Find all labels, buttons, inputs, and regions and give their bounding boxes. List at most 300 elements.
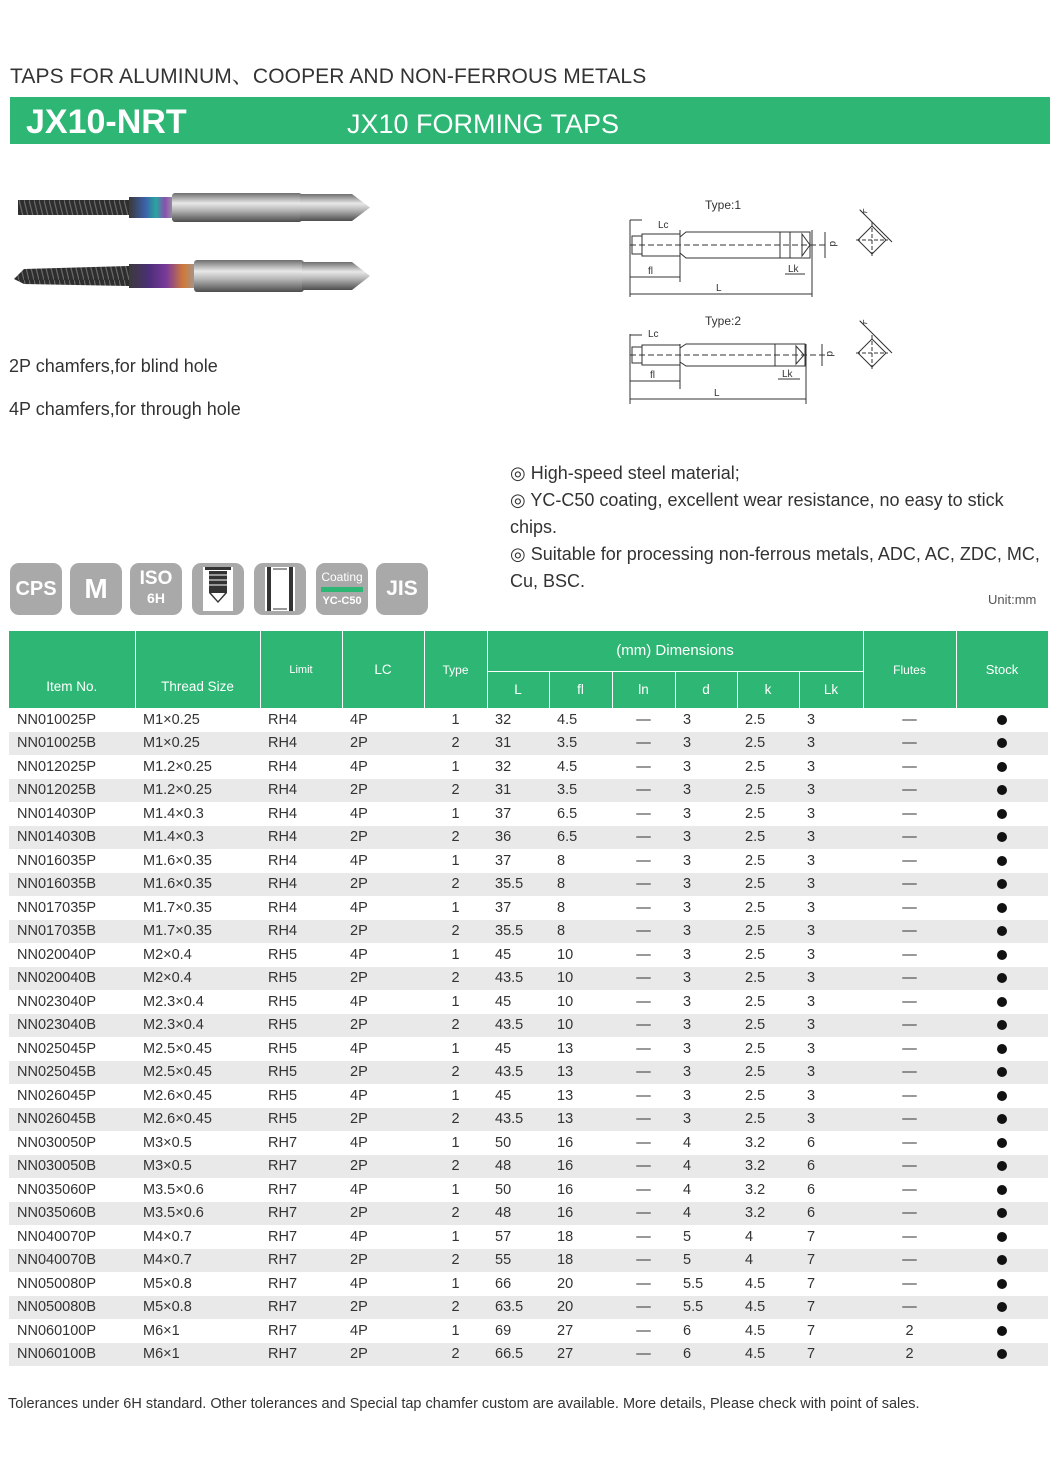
- spec-table-body: [9, 708, 1048, 1366]
- type1-d-label: d: [827, 241, 838, 247]
- cell-lc: 4P: [350, 1275, 368, 1292]
- cell-dim-k: 2.5: [737, 732, 799, 756]
- cell-dim-fl: 27: [549, 1343, 612, 1367]
- cell-dim-fl: 4.5: [557, 758, 578, 775]
- table-row: [9, 826, 1048, 850]
- cell-item-no: NN012025B: [9, 779, 135, 803]
- cell-flutes: —: [863, 1108, 956, 1132]
- cell-dim-l: 35.5: [487, 873, 549, 897]
- table-row: [9, 1202, 1048, 1226]
- unit-label: Unit:mm: [988, 592, 1037, 607]
- stock-dot-icon: [997, 926, 1007, 936]
- cell-stock: [956, 1155, 1048, 1179]
- cell-lc: 4P: [350, 852, 368, 869]
- cell-dim-ln: —: [636, 1275, 651, 1292]
- cell-dim-d: 3: [683, 993, 692, 1010]
- cell-dim-k: 3.2: [745, 1134, 766, 1151]
- type2-lc-label: Lc: [648, 329, 659, 340]
- cell-limit: RH7: [268, 1228, 298, 1245]
- cell-limit: RH7: [268, 1134, 298, 1151]
- type1-l-label: L: [716, 283, 722, 294]
- through-hole-icon: [254, 563, 306, 615]
- cell-item-no: NN010025P: [17, 711, 96, 728]
- cell-item-no: NN017035B: [9, 920, 135, 944]
- cell-dim-lk: 3: [799, 779, 863, 803]
- cell-dim-l: 50: [495, 1181, 512, 1198]
- cell-type: 1: [451, 711, 460, 728]
- cell-item-no: NN017035P: [17, 899, 96, 916]
- col-header-lc: LC: [342, 631, 424, 708]
- cell-flutes: —: [863, 1202, 956, 1226]
- cell-lc: 4P: [350, 1228, 368, 1245]
- type1-fl-label: fl: [648, 266, 653, 277]
- cell-dim-ln: —: [612, 920, 675, 944]
- cell-dim-l: 55: [487, 1249, 549, 1273]
- cell-thread-size: M2.3×0.4: [135, 1014, 260, 1038]
- cell-type: 2: [424, 1249, 487, 1273]
- cell-dim-d: 3: [683, 852, 692, 869]
- cell-dim-ln: —: [612, 1014, 675, 1038]
- cell-lc: 2P: [342, 779, 424, 803]
- cell-stock: [956, 1014, 1048, 1038]
- cell-item-no: NN012025P: [17, 758, 96, 775]
- cell-dim-d: 6: [683, 1322, 692, 1339]
- cell-dim-k: 2.5: [745, 1087, 766, 1104]
- cell-thread-size: M3×0.5: [143, 1134, 192, 1151]
- cell-dim-fl: 3.5: [549, 732, 612, 756]
- cell-stock: [956, 755, 1048, 779]
- cell-dim-d: 4: [675, 1202, 737, 1226]
- cell-limit: RH4: [260, 779, 342, 803]
- cell-flutes: —: [863, 1061, 956, 1085]
- table-row: [9, 1131, 1048, 1155]
- cell-dim-l: 45: [495, 1040, 512, 1057]
- cell-stock: [956, 1319, 1048, 1343]
- col-header-item-no: Item No.: [9, 631, 135, 708]
- feature-item: ◎ High-speed steel material;: [510, 463, 740, 483]
- spec-table: [9, 631, 1049, 1366]
- cell-thread-size: M1×0.25: [135, 732, 260, 756]
- cell-flutes: —: [902, 1228, 917, 1245]
- cell-flutes: —: [863, 826, 956, 850]
- type1-lc-label: Lc: [658, 220, 669, 231]
- cell-dim-k: 2.5: [737, 1061, 799, 1085]
- cell-dim-d: 5: [683, 1228, 692, 1245]
- cell-stock: [956, 943, 1048, 967]
- cell-dim-l: 45: [495, 1087, 512, 1104]
- cell-item-no: NN014030B: [9, 826, 135, 850]
- col-header-dim: d: [675, 671, 737, 708]
- cell-type: 2: [424, 967, 487, 991]
- cell-thread-size: M2.5×0.45: [135, 1061, 260, 1085]
- cell-type: 2: [424, 779, 487, 803]
- cell-thread-size: M2×0.4: [135, 967, 260, 991]
- stock-dot-icon: [997, 809, 1007, 819]
- cell-thread-size: M3.5×0.6: [143, 1181, 204, 1198]
- cell-type: 2: [424, 826, 487, 850]
- cell-stock: [956, 1272, 1048, 1296]
- product-name: JX10 FORMING TAPS: [347, 109, 620, 139]
- cell-dim-d: 3: [683, 946, 692, 963]
- col-header-stock: Stock: [956, 631, 1048, 708]
- cell-dim-fl: 8: [557, 899, 566, 916]
- cell-dim-k: 4.5: [745, 1275, 766, 1292]
- cell-item-no: NN023040B: [9, 1014, 135, 1038]
- table-row: [9, 1225, 1048, 1249]
- cell-lc: 2P: [342, 967, 424, 991]
- cell-stock: [956, 990, 1048, 1014]
- col-header-thread-size: Thread Size: [135, 631, 260, 708]
- cell-lc: 4P: [350, 1040, 368, 1057]
- cell-stock: [956, 1061, 1048, 1085]
- cell-dim-ln: —: [612, 826, 675, 850]
- cell-dim-ln: —: [636, 1181, 651, 1198]
- cell-dim-lk: 7: [799, 1296, 863, 1320]
- cell-dim-ln: —: [612, 1108, 675, 1132]
- cell-item-no: NN010025B: [9, 732, 135, 756]
- stock-dot-icon: [997, 1349, 1007, 1359]
- stock-dot-icon: [997, 1067, 1007, 1077]
- cell-dim-lk: 6: [799, 1202, 863, 1226]
- cell-flutes: —: [863, 967, 956, 991]
- cell-dim-ln: —: [612, 1296, 675, 1320]
- cell-item-no: NN035060B: [9, 1202, 135, 1226]
- cell-stock: [956, 1249, 1048, 1273]
- cell-dim-fl: 10: [557, 946, 574, 963]
- cell-stock: [956, 1131, 1048, 1155]
- cell-type: 2: [424, 920, 487, 944]
- cell-dim-l: 32: [495, 711, 512, 728]
- cell-dim-d: 3: [675, 1108, 737, 1132]
- stock-dot-icon: [997, 738, 1007, 748]
- cell-dim-k: 4: [737, 1249, 799, 1273]
- cell-dim-fl: 6.5: [557, 805, 578, 822]
- stock-dot-icon: [997, 1138, 1007, 1148]
- cell-lc: 2P: [342, 873, 424, 897]
- cell-dim-ln: —: [636, 758, 651, 775]
- cell-thread-size: M1.7×0.35: [135, 920, 260, 944]
- cell-flutes: 2: [905, 1322, 914, 1339]
- table-row: [9, 1108, 1048, 1132]
- stock-dot-icon: [997, 832, 1007, 842]
- table-row: [9, 1178, 1048, 1202]
- cell-dim-k: 2.5: [737, 920, 799, 944]
- cell-lc: 2P: [342, 1249, 424, 1273]
- cell-lc: 4P: [350, 1322, 368, 1339]
- cell-flutes: —: [902, 1040, 917, 1057]
- cell-dim-lk: 6: [807, 1134, 816, 1151]
- cell-type: 2: [424, 1343, 487, 1367]
- cps-badge: CPS: [10, 563, 62, 615]
- iso-badge: ISO 6H: [130, 563, 182, 615]
- type1-lk-label: Lk: [788, 264, 799, 275]
- cell-item-no: NN030050B: [9, 1155, 135, 1179]
- cell-dim-ln: —: [636, 1322, 651, 1339]
- cell-dim-fl: 13: [557, 1087, 574, 1104]
- cell-dim-d: 4: [675, 1155, 737, 1179]
- cell-dim-l: 35.5: [487, 920, 549, 944]
- cell-dim-d: 3: [675, 779, 737, 803]
- product-code: JX10-NRT: [26, 103, 187, 141]
- stock-dot-icon: [997, 1044, 1007, 1054]
- cell-dim-l: 43.5: [487, 967, 549, 991]
- cell-dim-l: 45: [495, 993, 512, 1010]
- tap-product-photo: [14, 180, 374, 305]
- cell-dim-k: 2.5: [745, 1040, 766, 1057]
- cell-flutes: —: [902, 946, 917, 963]
- table-row: [9, 849, 1048, 873]
- cell-dim-d: 5.5: [675, 1296, 737, 1320]
- cell-stock: [956, 802, 1048, 826]
- col-header-type: Type: [424, 631, 487, 708]
- table-row: [9, 896, 1048, 920]
- cell-limit: RH5: [260, 1061, 342, 1085]
- cell-dim-k: 4.5: [737, 1296, 799, 1320]
- cell-dim-k: 3.2: [745, 1181, 766, 1198]
- col-header-dim: ln: [612, 671, 675, 708]
- cell-flutes: —: [902, 805, 917, 822]
- col-header-dim: Lk: [799, 671, 863, 708]
- cell-dim-k: 4.5: [737, 1343, 799, 1367]
- col-header-limit: Limit: [260, 631, 342, 708]
- cell-type: 1: [451, 852, 460, 869]
- cell-dim-lk: 3: [807, 758, 816, 775]
- cell-dim-k: 3.2: [737, 1202, 799, 1226]
- cell-type: 2: [424, 1108, 487, 1132]
- footnote: Tolerances under 6H standard. Other tolerances and Special tap chamfer custom are available. More details, Please check with point of sales.: [8, 1396, 920, 1412]
- cell-dim-k: 2.5: [737, 967, 799, 991]
- cell-stock: [956, 1343, 1048, 1367]
- cell-lc: 4P: [350, 758, 368, 775]
- cell-thread-size: M2×0.4: [143, 946, 192, 963]
- cell-lc: 2P: [342, 1108, 424, 1132]
- cell-item-no: NN016035P: [17, 852, 96, 869]
- cell-dim-lk: 3: [807, 1087, 816, 1104]
- cell-dim-ln: —: [612, 967, 675, 991]
- stock-dot-icon: [997, 997, 1007, 1007]
- cell-limit: RH5: [268, 1087, 298, 1104]
- cell-dim-l: 57: [495, 1228, 512, 1245]
- cell-dim-l: 32: [495, 758, 512, 775]
- cell-dim-d: 6: [675, 1343, 737, 1367]
- cell-item-no: NN060100B: [9, 1343, 135, 1367]
- cell-limit: RH7: [268, 1181, 298, 1198]
- cell-limit: RH7: [260, 1202, 342, 1226]
- cell-dim-k: 2.5: [737, 1014, 799, 1038]
- cell-dim-l: 66: [495, 1275, 512, 1292]
- cell-item-no: NN040070B: [9, 1249, 135, 1273]
- cell-dim-l: 36: [487, 826, 549, 850]
- cell-thread-size: M1.2×0.25: [135, 779, 260, 803]
- cell-dim-ln: —: [612, 1061, 675, 1085]
- cell-item-no: NN020040B: [9, 967, 135, 991]
- cell-dim-fl: 10: [557, 993, 574, 1010]
- cell-stock: [956, 1296, 1048, 1320]
- cell-dim-lk: 7: [807, 1322, 816, 1339]
- type2-l-label: L: [714, 388, 720, 399]
- cell-stock: [956, 967, 1048, 991]
- cell-dim-ln: —: [636, 993, 651, 1010]
- stock-dot-icon: [997, 973, 1007, 983]
- cell-type: 2: [424, 1061, 487, 1085]
- cell-type: 2: [424, 1155, 487, 1179]
- cell-stock: [956, 732, 1048, 756]
- table-row: [9, 1014, 1048, 1038]
- cell-limit: RH7: [268, 1322, 298, 1339]
- cell-thread-size: M1.4×0.3: [135, 826, 260, 850]
- stock-dot-icon: [997, 1161, 1007, 1171]
- cell-flutes: —: [902, 1275, 917, 1292]
- type2-fl-label: fl: [650, 370, 655, 381]
- cell-lc: 2P: [342, 1202, 424, 1226]
- cell-thread-size: M1.6×0.35: [135, 873, 260, 897]
- cell-dim-lk: 3: [799, 1108, 863, 1132]
- cell-dim-d: 3: [675, 732, 737, 756]
- cell-lc: 2P: [342, 1296, 424, 1320]
- cell-thread-size: M3×0.5: [135, 1155, 260, 1179]
- table-row: [9, 1037, 1048, 1061]
- cell-lc: 2P: [342, 1343, 424, 1367]
- cell-flutes: —: [902, 1087, 917, 1104]
- cell-dim-fl: 18: [557, 1228, 574, 1245]
- jis-badge: JIS: [376, 563, 428, 615]
- cell-dim-k: 2.5: [745, 852, 766, 869]
- cell-flutes: —: [863, 1249, 956, 1273]
- cell-limit: RH4: [260, 732, 342, 756]
- cell-flutes: —: [902, 758, 917, 775]
- cell-dim-ln: —: [612, 873, 675, 897]
- cell-dim-l: 48: [487, 1155, 549, 1179]
- cell-lc: 2P: [342, 1155, 424, 1179]
- cell-dim-k: 2.5: [745, 711, 766, 728]
- cell-dim-l: 37: [495, 805, 512, 822]
- cell-type: 1: [451, 993, 460, 1010]
- cell-dim-lk: 7: [807, 1275, 816, 1292]
- cell-flutes: —: [863, 732, 956, 756]
- cell-lc: 2P: [342, 826, 424, 850]
- cell-dim-d: 3: [675, 873, 737, 897]
- cell-dim-lk: 3: [799, 967, 863, 991]
- cell-dim-ln: —: [612, 1249, 675, 1273]
- cell-dim-d: 3: [675, 1014, 737, 1038]
- cell-dim-k: 2.5: [737, 779, 799, 803]
- cell-dim-lk: 3: [799, 873, 863, 897]
- cell-dim-l: 37: [495, 899, 512, 916]
- cell-dim-d: 4: [683, 1181, 692, 1198]
- cell-dim-ln: —: [612, 1155, 675, 1179]
- type1-title: Type:1: [705, 198, 742, 212]
- cell-dim-ln: —: [636, 805, 651, 822]
- cell-type: 1: [451, 1040, 460, 1057]
- cell-dim-lk: 7: [799, 1343, 863, 1367]
- cell-dim-ln: —: [636, 1087, 651, 1104]
- cell-type: 1: [451, 1087, 460, 1104]
- cell-dim-fl: 16: [557, 1134, 574, 1151]
- stock-dot-icon: [997, 715, 1007, 725]
- cell-limit: RH7: [268, 1275, 298, 1292]
- cell-dim-k: 3.2: [737, 1155, 799, 1179]
- cell-dim-fl: 10: [549, 1014, 612, 1038]
- cell-dim-ln: —: [636, 1134, 651, 1151]
- cell-thread-size: M2.6×0.45: [135, 1108, 260, 1132]
- cell-dim-fl: 4.5: [557, 711, 578, 728]
- cell-thread-size: M2.5×0.45: [143, 1040, 212, 1057]
- cell-dim-l: 63.5: [487, 1296, 549, 1320]
- cell-limit: RH5: [268, 993, 298, 1010]
- cell-limit: RH4: [260, 826, 342, 850]
- cell-lc: 4P: [350, 805, 368, 822]
- cell-type: 1: [451, 805, 460, 822]
- cell-flutes: —: [902, 899, 917, 916]
- cell-dim-k: 4.5: [745, 1322, 766, 1339]
- cell-dim-fl: 8: [549, 920, 612, 944]
- cell-thread-size: M6×1: [135, 1343, 260, 1367]
- cell-stock: [956, 873, 1048, 897]
- stock-dot-icon: [997, 1091, 1007, 1101]
- cell-item-no: NN025045B: [9, 1061, 135, 1085]
- cell-dim-l: 37: [495, 852, 512, 869]
- cell-limit: RH7: [260, 1155, 342, 1179]
- cell-dim-l: 48: [487, 1202, 549, 1226]
- table-row: [9, 967, 1048, 991]
- table-row: [9, 1343, 1048, 1367]
- cell-dim-lk: 3: [807, 1040, 816, 1057]
- table-row: [9, 990, 1048, 1014]
- cell-thread-size: M6×1: [143, 1322, 180, 1339]
- cell-limit: RH4: [268, 805, 298, 822]
- cell-lc: 4P: [350, 711, 368, 728]
- stock-dot-icon: [997, 785, 1007, 795]
- cell-lc: 4P: [350, 1134, 368, 1151]
- cell-flutes: —: [902, 711, 917, 728]
- category-heading: TAPS FOR ALUMINUM、COOPER AND NON-FERROUS METALS: [10, 65, 647, 88]
- cell-dim-d: 5.5: [683, 1275, 704, 1292]
- cell-dim-l: 43.5: [487, 1108, 549, 1132]
- cell-limit: RH5: [260, 1014, 342, 1038]
- cell-item-no: NN026045P: [17, 1087, 96, 1104]
- cell-item-no: NN030050P: [17, 1134, 96, 1151]
- cell-dim-fl: 16: [557, 1181, 574, 1198]
- cell-dim-d: 3: [683, 805, 692, 822]
- cell-stock: [956, 1084, 1048, 1108]
- stock-dot-icon: [997, 950, 1007, 960]
- cell-type: 1: [451, 1181, 460, 1198]
- col-header-dim: fl: [549, 671, 612, 708]
- cell-dim-l: 43.5: [487, 1061, 549, 1085]
- stock-dot-icon: [997, 903, 1007, 913]
- table-row: [9, 1084, 1048, 1108]
- stock-dot-icon: [997, 762, 1007, 772]
- cell-dim-lk: 6: [799, 1155, 863, 1179]
- product-banner: [10, 97, 1050, 144]
- cell-dim-lk: 6: [807, 1181, 816, 1198]
- cell-limit: RH5: [260, 1108, 342, 1132]
- cell-type: 1: [451, 1275, 460, 1292]
- type2-d-label: d: [824, 351, 835, 357]
- cell-stock: [956, 1225, 1048, 1249]
- stock-dot-icon: [997, 1279, 1007, 1289]
- cell-lc: 2P: [342, 920, 424, 944]
- cell-item-no: NN026045B: [9, 1108, 135, 1132]
- cell-dim-k: 2.5: [737, 1108, 799, 1132]
- cell-dim-lk: 3: [799, 1061, 863, 1085]
- cell-dim-lk: 3: [807, 899, 816, 916]
- table-row: [9, 1296, 1048, 1320]
- cell-dim-ln: —: [636, 946, 651, 963]
- cell-dim-fl: 18: [549, 1249, 612, 1273]
- cell-dim-k: 2.5: [745, 993, 766, 1010]
- col-header-dim: L: [487, 671, 549, 708]
